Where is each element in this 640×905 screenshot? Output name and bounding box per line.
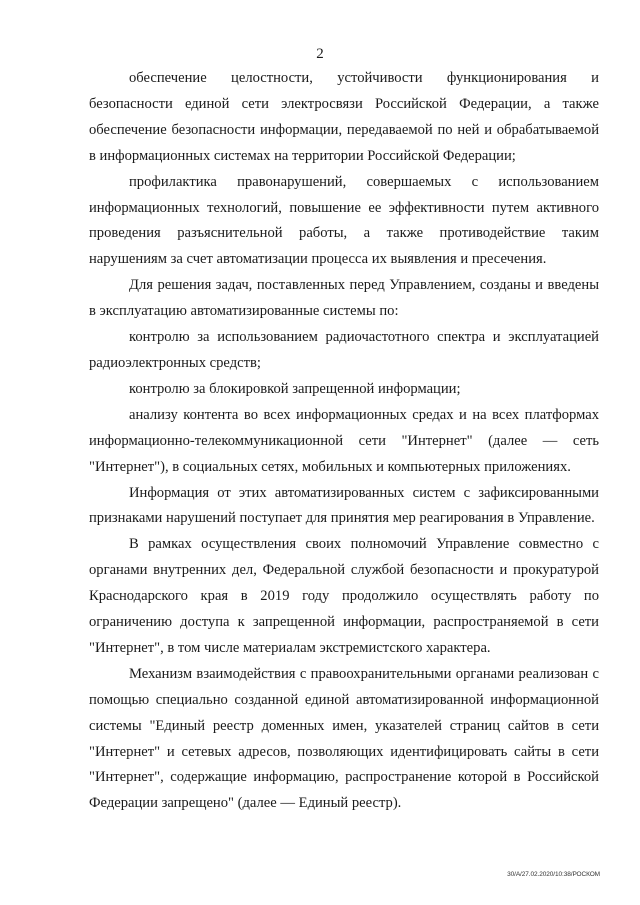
- paragraph: контролю за блокировкой запрещенной информации;: [129, 380, 461, 397]
- page-number: 2: [316, 46, 324, 62]
- paragraph: профилактика правонарушений, совершаемых с использованием информационных технологий, повышение ее эффективности путем активного проведения разъяснительной работы, а также противодействие таким нарушениям за счет автоматизации процесса их выявления и пресечения.: [89, 173, 599, 268]
- paragraph: анализу контента во всех информационных средах и на всех платформах информационно-телекоммуникационной сети "Интернет" (далее — сеть "Интернет"), в социальных сетях, мобильных и компьютерных приложениях.: [89, 406, 599, 475]
- paragraph: обеспечение целостности, устойчивости функционирования и безопасности единой сети электросвязи Российской Федерации, а также обеспечение безопасности информации, передаваемой по ней и обрабатываемой в информационных системах на территории Российской Федерации;: [89, 70, 599, 164]
- paragraph: контролю за использованием радиочастотного спектра и эксплуатацией радиоэлектронных средств;: [89, 329, 599, 371]
- paragraph: Для решения задач, поставленных перед Управлением, созданы и введены в эксплуатацию автоматизированные системы по:: [89, 277, 599, 320]
- paragraph: В рамках осуществления своих полномочий Управление совместно с органами внутренних дел, Федеральной службой безопасности и прокуратурой Краснодарского края в 2019 году продолжило осуществлять работу по ограничению доступа к запрещенной информации, распространяемой в сети "Интернет", в том числе материалам экстремистского характера.: [89, 536, 599, 656]
- registration-stamp: 30/А/27.02.2020/10:38/РОСКОМ: [507, 871, 600, 878]
- document-body: [89, 66, 599, 817]
- paragraph: Механизм взаимодействия с правоохранительными органами реализован с помощью специально созданной единой автоматизированной информационной системы "Единый реестр доменных имен, указателей страниц сайтов в сети "Интернет" и сетевых адресов, позволяющих идентифицировать сайты в сети "Интернет", содержащие информацию, распространение которой в Российской Федерации запрещено" (далее — Единый реестр).: [89, 665, 599, 812]
- paragraph: Информация от этих автоматизированных систем с зафиксированными признаками нарушений поступает для принятия мер реагирования в Управление.: [89, 484, 599, 527]
